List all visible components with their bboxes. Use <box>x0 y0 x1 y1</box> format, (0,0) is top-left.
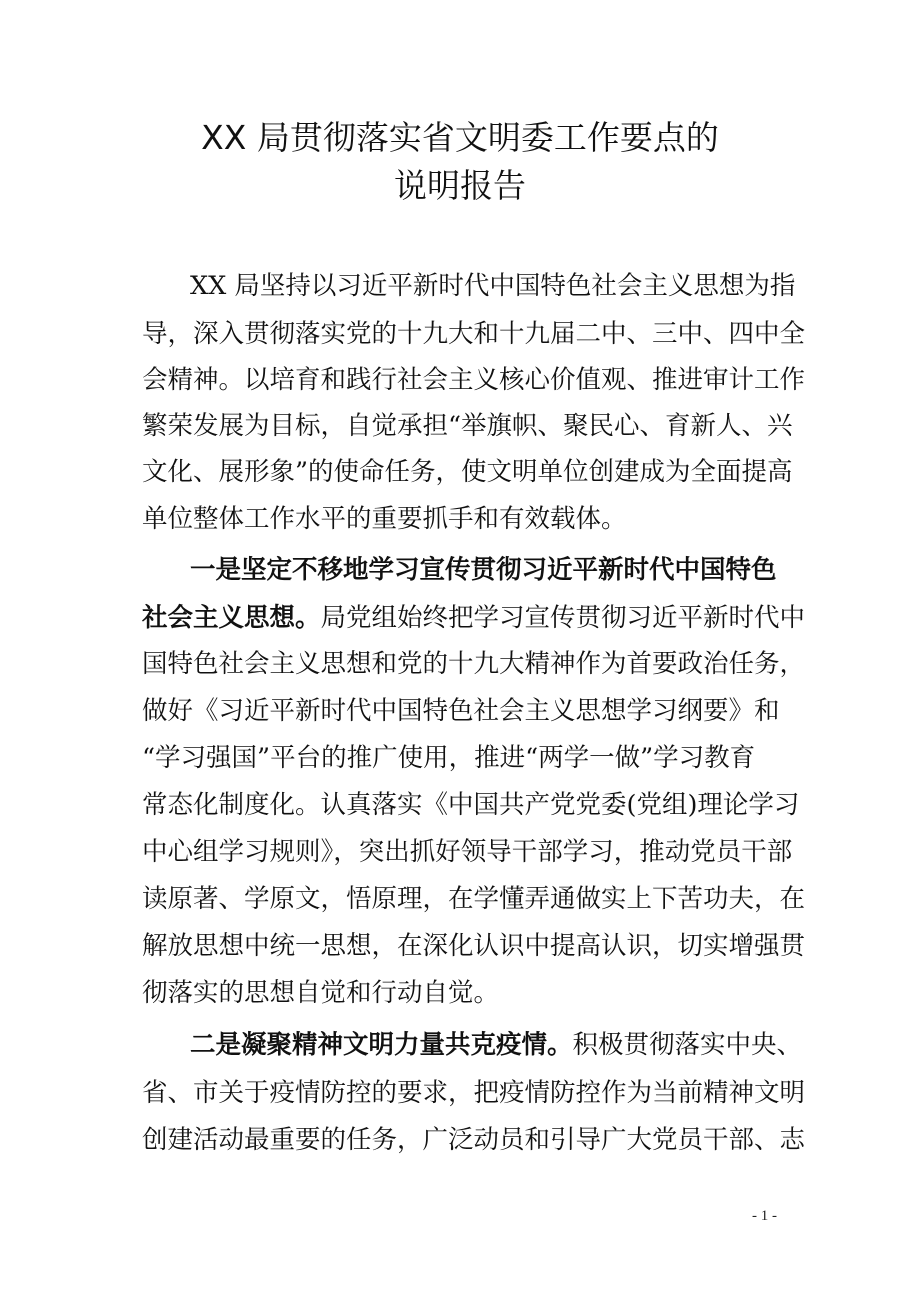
paragraph-line <box>190 554 777 586</box>
paragraph-line <box>142 456 793 488</box>
paragraph-line <box>142 1077 805 1109</box>
body-text: 国特色社会主义思想和党的十九大精神作为首要政治任务， <box>142 649 806 679</box>
body-text: 常态化制度化。认真落实《中国共产党党委(党组)理论学习 <box>142 790 800 820</box>
paragraph-line <box>142 977 499 1009</box>
body-text: 读原著、学原文，悟原理，在学懂弄通做实上下苦功夫，在 <box>142 884 806 914</box>
paragraph-line <box>142 648 805 680</box>
body-text: 局党组始终把学习宣传贯彻习近平新时代中 <box>320 603 806 633</box>
body-text: 中心组学习规则》，突出抓好领导干部学习，推动党员干部 <box>142 837 793 867</box>
document-title-line-1: XX 局贯彻落实省文明委工作要点的 <box>201 118 719 157</box>
body-text: “学习强国”平台的推广使用，推进“两学一做”学习教育 <box>142 743 756 773</box>
body-text: 省、市关于疫情防控的要求，把疫情防控作为当前精神文明 <box>142 1078 806 1108</box>
body-text: 会精神。以培育和践行社会主义核心价值观、推进审计工作 <box>142 365 806 395</box>
paragraph-line <box>142 503 627 535</box>
bold-heading-text: 一是坚定不移地学习宣传贯彻习近平新时代中国特色 <box>190 555 777 585</box>
bold-heading-text: 社会主义思想。 <box>142 603 321 633</box>
paragraph-line <box>190 1029 802 1061</box>
paragraph-line <box>142 836 792 868</box>
paragraph-line <box>142 364 805 396</box>
paragraph-line <box>142 883 805 915</box>
paragraph-line <box>142 930 805 962</box>
body-text: 文化、展形象”的使命任务，使文明单位创建成为全面提高 <box>142 457 793 487</box>
body-text: 创建活动最重要的任务，广泛动员和引导广大党员干部、志 <box>142 1125 806 1155</box>
body-text: 做好《习近平新时代中国特色社会主义思想学习纲要》和 <box>142 696 780 726</box>
paragraph-line <box>142 602 805 634</box>
body-text: 繁荣发展为目标，自觉承担“举旗帜、聚民心、育新人、兴 <box>142 411 793 441</box>
paragraph-line <box>142 789 799 821</box>
body-text: 彻落实的思想自觉和行动自觉。 <box>142 978 500 1008</box>
body-text: XX 局坚持以习近平新时代中国特色社会主义思想为指 <box>190 271 796 301</box>
body-text: 导，深入贯彻落实党的十九大和十九届二中、三中、四中全 <box>142 319 806 349</box>
body-text: 单位整体工作水平的重要抓手和有效载体。 <box>142 504 627 534</box>
paragraph-line <box>142 695 780 727</box>
paragraph-line <box>190 270 795 302</box>
body-text: 解放思想中统一思想，在深化认识中提高认识，切实增强贯 <box>142 931 806 961</box>
paragraph-line <box>142 318 805 350</box>
page-number: - 1 - <box>752 1208 777 1224</box>
paragraph-line <box>142 410 793 442</box>
document-title-line-2: 说明报告 <box>394 166 526 205</box>
paragraph-line <box>142 742 755 774</box>
bold-heading-text: 二是凝聚精神文明力量共克疫情。 <box>190 1030 573 1060</box>
body-text: 积极贯彻落实中央、 <box>572 1030 803 1060</box>
paragraph-line <box>142 1124 805 1156</box>
